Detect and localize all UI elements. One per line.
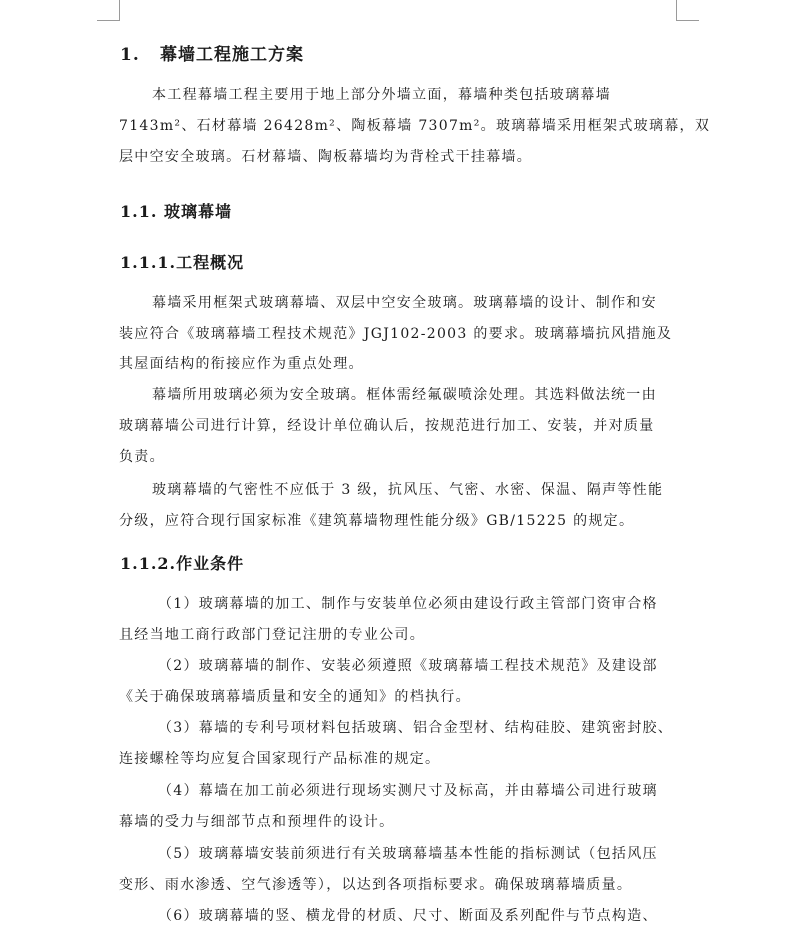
condition-line-5: （3）幕墙的专利号项材料包括玻璃、铝合金型材、结构硅胶、建筑密封胶、 xyxy=(158,720,674,736)
condition-line-1: （1）玻璃幕墙的加工、制作与安装单位必须由建设行政主管部门资审合格 xyxy=(158,596,658,612)
heading-1-1: 1.1. 玻璃幕墙 xyxy=(120,202,232,221)
heading-1 xyxy=(120,40,304,65)
overview-line-3: 其屋面结构的衔接应作为重点处理。 xyxy=(119,356,364,372)
heading-1-number: 1. xyxy=(120,45,140,65)
condition-line-3: （2）玻璃幕墙的制作、安装必须遵照《玻璃幕墙工程技术规范》及建设部 xyxy=(158,658,658,674)
overview-line-6: 负责。 xyxy=(119,449,165,465)
condition-line-11: （6）玻璃幕墙的竖、横龙骨的材质、尺寸、断面及系列配件与节点构造、 xyxy=(158,908,658,924)
condition-line-7: （4）幕墙在加工前必须进行现场实测尺寸及标高，并由幕墙公司进行玻璃 xyxy=(158,783,658,799)
condition-line-6: 连接螺栓等均应复合国家现行产品标准的规定。 xyxy=(119,751,441,767)
overview-line-2: 装应符合《玻璃幕墙工程技术规范》JGJ102-2003 的要求。玻璃幕墙抗风措施及 xyxy=(119,326,673,342)
overview-line-7: 玻璃幕墙的气密性不应低于 3 级，抗风压、气密、水密、保温、隔声等性能 xyxy=(152,482,664,498)
intro-line-3: 层中空安全玻璃。石材幕墙、陶板幕墙均为背栓式干挂幕墙。 xyxy=(119,149,533,165)
overview-line-4: 幕墙所用玻璃必须为安全玻璃。框体需经氟碳喷涂处理。其选料做法统一由 xyxy=(152,387,657,403)
overview-line-1: 幕墙采用框架式玻璃幕墙、双层中空安全玻璃。玻璃幕墙的设计、制作和安 xyxy=(152,295,657,311)
overview-line-8: 分级，应符合现行国家标准《建筑幕墙物理性能分级》GB/15225 的规定。 xyxy=(119,513,635,529)
condition-line-8: 幕墙的受力与细部节点和预埋件的设计。 xyxy=(119,814,395,830)
heading-1-1-2: 1.1.2.作业条件 xyxy=(120,554,245,573)
heading-1-title: 幕墙工程施工方案 xyxy=(160,45,304,65)
condition-line-2: 且经当地工商行政部门登记注册的专业公司。 xyxy=(119,627,425,643)
overview-line-5: 玻璃幕墙公司进行计算，经设计单位确认后，按规范进行加工、安装，并对质量 xyxy=(119,418,655,434)
crop-mark-top-left xyxy=(97,0,120,21)
intro-line-2: 7143m²、石材幕墙 26428m²、陶板幕墙 7307m²。玻璃幕墙采用框架式玻璃幕，双 xyxy=(119,118,711,134)
crop-mark-top-right xyxy=(676,0,699,21)
condition-line-10: 变形、雨水渗透、空气渗透等），以达到各项指标要求。确保玻璃幕墙质量。 xyxy=(119,877,633,893)
heading-1-1-1: 1.1.1.工程概况 xyxy=(120,253,245,272)
condition-line-9: （5）玻璃幕墙安装前须进行有关玻璃幕墙基本性能的指标测试（包括风压 xyxy=(158,846,658,862)
condition-line-4: 《关于确保玻璃幕墙质量和安全的通知》的档执行。 xyxy=(119,689,471,705)
intro-line-1: 本工程幕墙工程主要用于地上部分外墙立面，幕墙种类包括玻璃幕墙 xyxy=(152,87,611,103)
